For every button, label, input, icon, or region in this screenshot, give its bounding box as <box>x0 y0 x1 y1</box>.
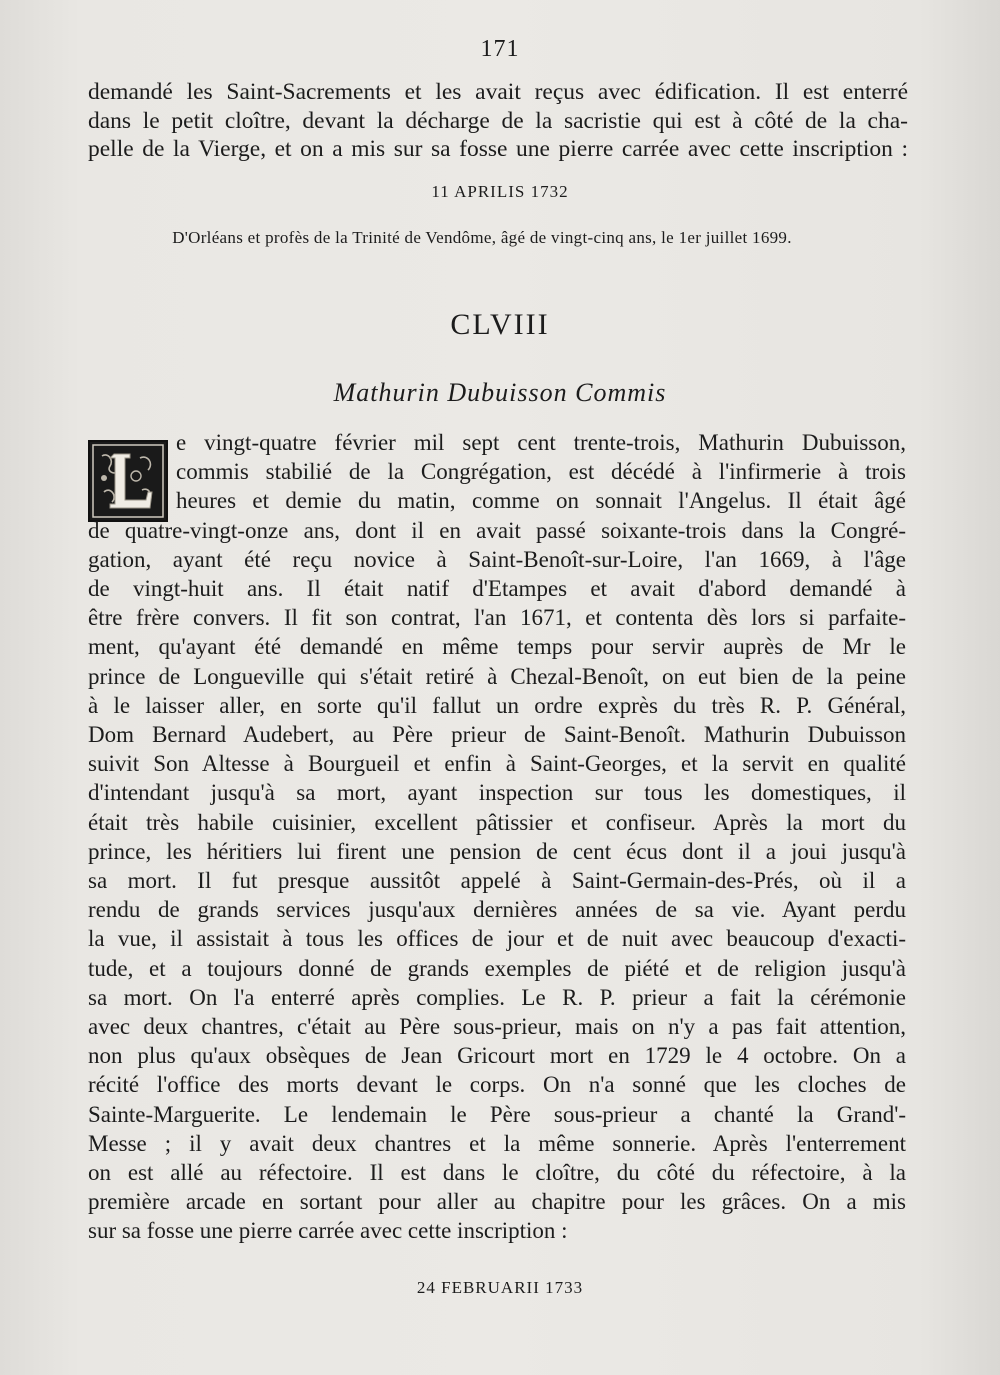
text-line: sur sa fosse une pierre carrée avec cette inscription : <box>88 1218 568 1244</box>
text-line: première arcade en sortant pour aller au chapitre pour les grâces. On a mis <box>88 1189 906 1215</box>
text-line: de vingt-huit ans. Il était natif d'Etampes et avait d'abord demandé à <box>88 576 906 602</box>
text-line: la vue, il assistait à tous les offices de jour et de nuit avec beaucoup d'exacti- <box>88 926 906 952</box>
text-line: dans le petit cloître, devant la décharge de la sacristie qui est à côté de la cha- <box>88 107 908 134</box>
text-line: était très habile cuisinier, excellent pâtissier et confiseur. Après la mort du <box>88 809 906 835</box>
text-line: Sainte-Marguerite. Le lendemain le Père sous-prieur a chanté la Grand'- <box>88 1101 906 1127</box>
text-line: sa mort. On l'a enterré après complies. Le R. P. prieur a fait la cérémonie <box>88 984 906 1010</box>
text-line: sa mort. Il fut presque aussitôt appelé à Saint-Germain-des-Prés, où il a <box>88 868 906 894</box>
text-line: prince de Longueville qui s'était retiré à Chezal-Benoît, on eut bien de la peine <box>88 663 906 689</box>
text-line: suivit Son Altesse à Bourgueil et enfin à Saint-Georges, et la servit en qualité <box>88 751 906 777</box>
text-line: Dom Bernard Audebert, au Père prieur de Saint-Benoît. Mathurin Dubuisson <box>88 722 906 748</box>
text-line: pelle de la Vierge, et on a mis sur sa fosse une pierre carrée avec cette inscription : <box>88 136 908 162</box>
chapter-title: Mathurin Dubuisson Commis <box>333 378 667 407</box>
text-line: non plus qu'aux obsèques de Jean Gricourt mort en 1729 le 4 octobre. On a <box>88 1043 906 1069</box>
text-line: e vingt-quatre février mil sept cent trente-trois, Mathurin Dubuisson, <box>176 430 906 455</box>
text-line: récité l'office des morts devant le corps. On n'a sonné que les cloches de <box>88 1072 906 1098</box>
text-line: tude, et a toujours donné de grands exemples de piété et de religion jusqu'à <box>88 955 906 981</box>
text-line: de quatre-vingt-onze ans, dont il en avait passé soixante-trois dans la Congré- <box>88 517 906 543</box>
text-line: avec deux chantres, c'était au Père sous-prieur, mais on n'y a pas fait attention, <box>88 1014 906 1040</box>
page-number: 171 <box>480 36 520 62</box>
text-line: prince, les héritiers lui firent une pension de cent écus dont il a joui jusqu'à <box>88 838 906 864</box>
text-line: Messe ; il y avait deux chantres et la même sonnerie. Après l'enterrement <box>88 1130 906 1156</box>
text-line: être frère convers. Il fit son contrat, l'an 1671, et contenta dès lors si parfaite- <box>88 605 906 631</box>
text-line: rendu de grands services jusqu'aux dernières années de sa vie. Ayant perdu <box>88 897 906 923</box>
text-line: on est allé au réfectoire. Il est dans le cloître, du côté du réfectoire, à la <box>88 1160 906 1186</box>
inscription-date-1: 11 APRILIS 1732 <box>431 182 569 201</box>
inscription-note: D'Orléans et profès de la Trinité de Vendôme, âgé de vingt-cinq ans, le 1er juillet 1699. <box>172 228 792 247</box>
text-line: heures et demie du matin, comme on sonnait l'Angelus. Il était âgé <box>176 488 906 514</box>
text-line: commis stabilié de la Congrégation, est décédé à l'infirmerie à trois <box>176 459 906 485</box>
text-line: demandé les Saint-Sacrements et les avait reçus avec édification. Il est enterré <box>88 79 908 105</box>
main-paragraph <box>88 428 906 1246</box>
top-paragraph <box>88 78 908 164</box>
text-line: gation, ayant été reçu novice à Saint-Benoît-sur-Loire, l'an 1669, à l'âge <box>88 546 906 572</box>
text-line: ment, qu'ayant été demandé en même temps pour servir auprès de Mr le <box>88 634 906 660</box>
inscription-date-2: 24 FEBRUARII 1733 <box>416 1278 584 1297</box>
text-line: d'intendant jusqu'à sa mort, ayant inspection sur tous les domestiques, il <box>88 780 906 806</box>
text-line: à le laisser aller, en sorte qu'il fallut un ordre exprès du très R. P. Général, <box>88 692 906 718</box>
chapter-number: CLVIII <box>450 308 550 341</box>
